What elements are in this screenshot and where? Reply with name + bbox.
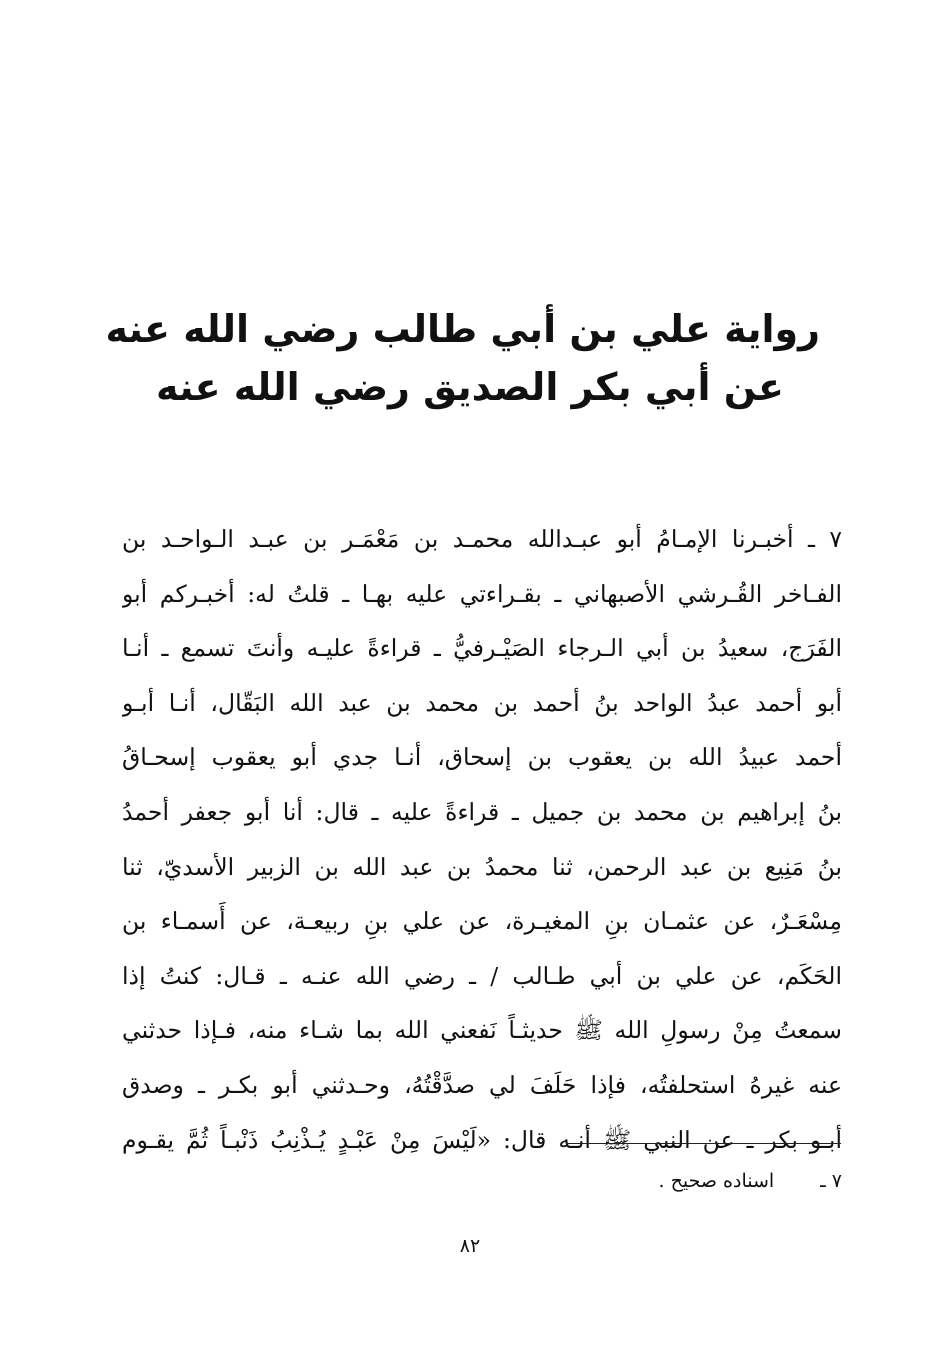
footnote-divider bbox=[568, 1143, 841, 1144]
text-line: الحَكَم، عن علي بن أبي طـالب / ـ رضي الله عنـه ـ قـال: كنتُ إذا bbox=[122, 961, 842, 990]
text-line: الفـاخر القُـرشي الأصبهاني ـ بقـراءتي عليه بهـا ـ قلتُ له: أخبـركم أبو bbox=[122, 579, 842, 608]
text-line: عنه غيرهُ استحلفتُه، فإذا حَلَفَ لي صدَّقْتُهُ، وحـدثني أبو بكـر ـ وصدق bbox=[122, 1070, 842, 1099]
page-number: ٨٢ bbox=[459, 1235, 481, 1257]
footnote-text: اسناده صحيح . bbox=[658, 1170, 775, 1192]
text-line: أحمد عبيدُ الله بن يعقوب بن إسحاق، أنـا جدي أبو يعقوب إسحـاقُ bbox=[122, 743, 842, 772]
text-line: أبـو بكر ـ عن النبي ﷺ أنـه قال: «لَيْسَ مِنْ عَبْـدٍ يُـذْنِبُ ذَنْبـاً ثُمَّ يقـوم bbox=[122, 1125, 842, 1154]
text-line: سمعتُ مِنْ رسولِ الله ﷺ حديثـاً نَفعني الله بما شـاء منه، فـإذا حدثني bbox=[122, 1016, 842, 1045]
footnote bbox=[659, 1166, 842, 1196]
text-line: الفَرَج، سعيدُ بن أبي الـرجاء الصَيْـرفيُّ ـ قراءةً عليـه وأنتَ تسمع ـ أنـا bbox=[122, 634, 842, 663]
text-line: مِسْعَـرٌ، عن عثمـان بنِ المغيـرة، عن علي بنِ ربيعـة، عن أَسمـاء بن bbox=[122, 907, 842, 936]
chapter-title-line-2: عن أبي بكر الصديق رضي الله عنه bbox=[156, 365, 784, 409]
chapter-title-line-1: رواية علي بن أبي طالب رضي الله عنه bbox=[105, 307, 820, 351]
footnote-number: ٧ ـ bbox=[820, 1170, 842, 1192]
text-line: بنُ إبراهيم بن محمد بن جميل ـ قراءةً عليه ـ قال: أنا أبو جعفر أحمدُ bbox=[122, 797, 842, 826]
text-line: أبو أحمد عبدُ الواحد بنُ أحمد بن محمد بن عبد الله البَقّال، أنـا أبـو bbox=[122, 688, 842, 717]
chapter-title bbox=[105, 300, 820, 416]
text-line: ٧ ـ أخبـرنا الإمـامُ أبو عبـدالله محمـد بن مَعْمَـر بن عبـد الـواحـد بن bbox=[122, 525, 842, 553]
hadith-text bbox=[122, 512, 842, 1167]
text-line: بنُ مَنِيع بن عبد الرحمن، ثنا محمدُ بن عبد الله بن الزبير الأسديّ، ثنا bbox=[122, 852, 842, 881]
